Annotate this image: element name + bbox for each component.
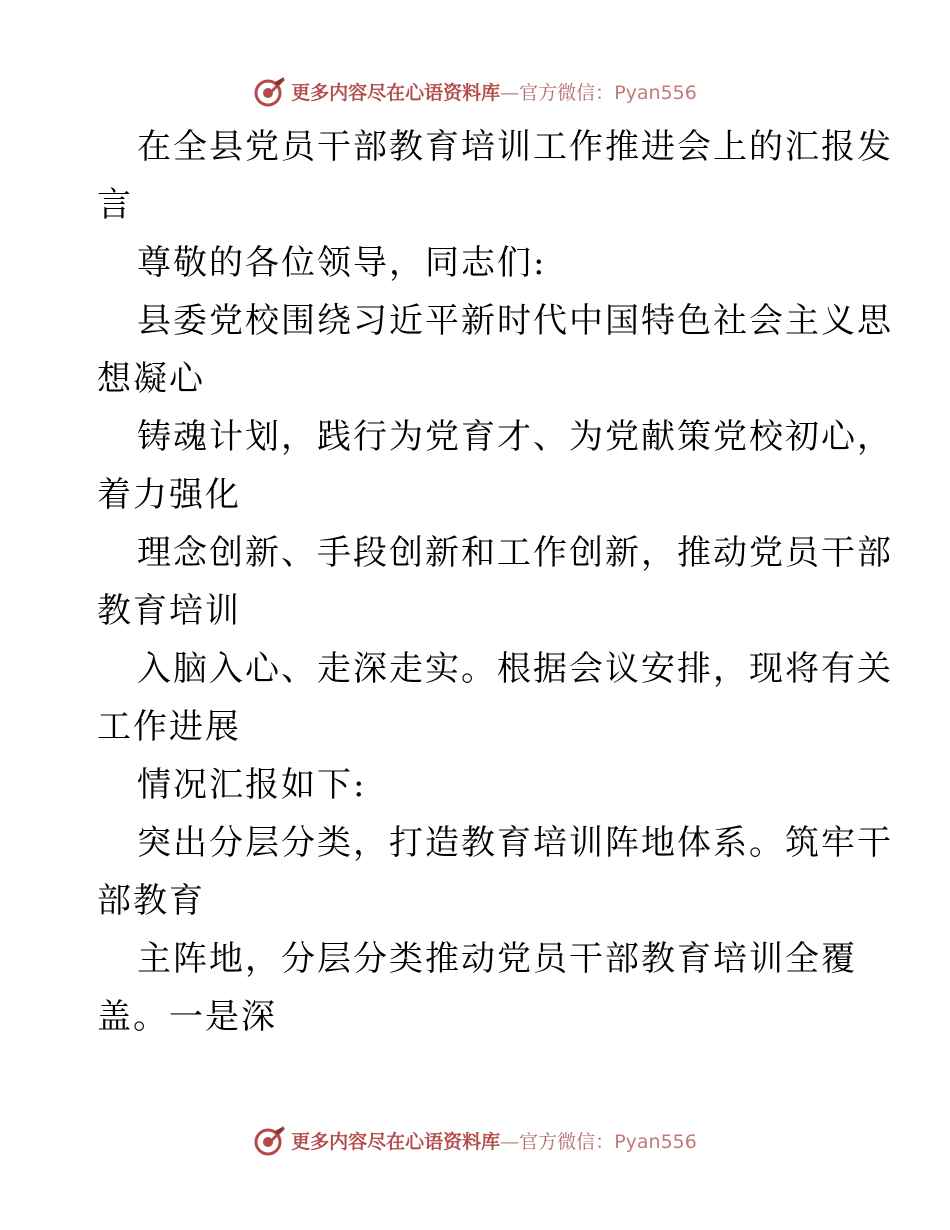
document-line: 县委党校围绕习近平新时代中国特色社会主义思 <box>137 301 893 341</box>
document-line: 工作进展 <box>97 707 241 747</box>
watermark-wechat-label: 官方微信： <box>519 1130 615 1153</box>
document-body <box>97 118 893 1046</box>
document-line: 铸魂计划，践行为党育才、为党献策党校初心， <box>137 417 893 457</box>
document-line: 入脑入心、走深走实。根据会议安排，现将有关 <box>137 649 893 689</box>
document-line: 理念创新、手段创新和工作创新，推动党员干部 <box>137 533 893 573</box>
watermark-separator: — <box>500 81 520 104</box>
document-line: 教育培训 <box>97 591 241 631</box>
watermark-text <box>291 78 697 105</box>
watermark-wechat-id: Pyan556 <box>614 1130 697 1153</box>
header-watermark <box>0 74 950 108</box>
watermark-text <box>291 1127 697 1154</box>
feather-quill-circle-icon <box>253 1123 287 1157</box>
watermark-brand: 更多内容尽在心语资料库 <box>291 81 501 104</box>
document-line: 主阵地，分层分类推动党员干部教育培训全覆 <box>137 939 857 979</box>
document-line: 想凝心 <box>97 359 205 399</box>
document-line: 在全县党员干部教育培训工作推进会上的汇报发 <box>137 127 893 167</box>
document-line: 突出分层分类，打造教育培训阵地体系。筑牢干 <box>137 823 893 863</box>
document-line: 情况汇报如下: <box>137 765 367 805</box>
document-line: 言 <box>97 185 133 225</box>
watermark-separator: — <box>500 1130 520 1153</box>
document-line: 部教育 <box>97 881 205 921</box>
watermark-wechat-label: 官方微信： <box>519 81 615 104</box>
feather-quill-circle-icon <box>253 74 287 108</box>
document-line: 尊敬的各位领导，同志们: <box>137 243 547 283</box>
watermark-wechat-id: Pyan556 <box>614 81 697 104</box>
document-line: 盖。一是深 <box>97 997 277 1037</box>
watermark-brand: 更多内容尽在心语资料库 <box>291 1130 501 1153</box>
document-line: 着力强化 <box>97 475 241 515</box>
footer-watermark <box>0 1123 950 1157</box>
